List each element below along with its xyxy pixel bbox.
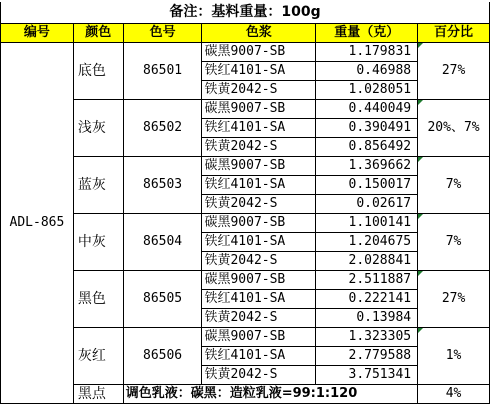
weight-cell[interactable]: 0.02617 (316, 195, 418, 214)
color-number-cell[interactable]: 86505 (123, 271, 202, 328)
footer-color-cell[interactable]: 黑点 (73, 385, 123, 404)
pigment-cell[interactable]: 铁黄2042-S (202, 195, 316, 214)
header-percent[interactable]: 百分比 (418, 24, 490, 43)
footer-mix-ratio-cell[interactable]: 调色乳液：碳黑：造粒乳液=99:1:120 (123, 385, 417, 404)
pigment-cell[interactable]: 铁黄2042-S (202, 366, 316, 385)
percent-cell[interactable]: 20%、7% (418, 100, 490, 157)
percent-cell[interactable]: 7% (418, 214, 490, 271)
weight-cell[interactable]: 3.751341 (316, 366, 418, 385)
percent-cell[interactable]: 27% (418, 271, 490, 328)
color-number-cell[interactable]: 86504 (123, 214, 202, 271)
pigment-cell[interactable]: 碳黑9007-SB (202, 328, 316, 347)
weight-cell[interactable]: 0.390491 (316, 119, 418, 138)
header-row (1, 24, 490, 43)
header-paste[interactable]: 色浆 (202, 24, 316, 43)
percent-cell[interactable]: 27% (418, 43, 490, 100)
weight-cell[interactable]: 0.856492 (316, 138, 418, 157)
pigment-cell[interactable]: 铁红4101-SA (202, 119, 316, 138)
table-row (1, 328, 490, 347)
color-name-cell[interactable]: 底色 (73, 43, 123, 100)
color-number-cell[interactable]: 86502 (123, 100, 202, 157)
color-name-cell[interactable]: 黑色 (73, 271, 123, 328)
weight-cell[interactable]: 1.179831 (316, 43, 418, 62)
pigment-cell[interactable]: 铁黄2042-S (202, 309, 316, 328)
pigment-cell[interactable]: 碳黑9007-SB (202, 214, 316, 233)
weight-cell[interactable]: 1.028051 (316, 81, 418, 100)
pigment-cell[interactable]: 铁红4101-SA (202, 233, 316, 252)
table-row (1, 100, 490, 119)
pigment-cell[interactable]: 铁黄2042-S (202, 138, 316, 157)
pigment-cell[interactable]: 铁红4101-SA (202, 176, 316, 195)
color-name-cell[interactable]: 浅灰 (73, 100, 123, 157)
note-row (1, 2, 490, 24)
weight-cell[interactable]: 0.440049 (316, 100, 418, 119)
color-number-cell[interactable]: 86501 (123, 43, 202, 100)
pigment-cell[interactable]: 碳黑9007-SB (202, 157, 316, 176)
weight-cell[interactable]: 0.150017 (316, 176, 418, 195)
color-number-cell[interactable]: 86503 (123, 157, 202, 214)
table-row (1, 43, 490, 62)
pigment-cell[interactable]: 铁红4101-SA (202, 62, 316, 81)
header-weight[interactable]: 重量（克） (316, 24, 418, 43)
weight-cell[interactable]: 1.369662 (316, 157, 418, 176)
footer-percent-cell[interactable]: 4% (418, 385, 490, 404)
color-name-cell[interactable]: 中灰 (73, 214, 123, 271)
code-cell[interactable]: ADL-865 (1, 43, 74, 404)
footer-row (1, 385, 490, 404)
weight-cell[interactable]: 2.028841 (316, 252, 418, 271)
pigment-cell[interactable]: 铁黄2042-S (202, 81, 316, 100)
table-row (1, 214, 490, 233)
pigment-formula-table (0, 2, 490, 404)
pigment-cell[interactable]: 碳黑9007-SB (202, 271, 316, 290)
table-row (1, 157, 490, 176)
pigment-cell[interactable]: 碳黑9007-SB (202, 100, 316, 119)
color-number-cell[interactable]: 86506 (123, 328, 202, 385)
weight-cell[interactable]: 2.779588 (316, 347, 418, 366)
percent-cell[interactable]: 7% (418, 157, 490, 214)
header-color[interactable]: 颜色 (73, 24, 123, 43)
weight-cell[interactable]: 1.323305 (316, 328, 418, 347)
weight-cell[interactable]: 0.222141 (316, 290, 418, 309)
header-color-number[interactable]: 色号 (123, 24, 202, 43)
weight-cell[interactable]: 1.204675 (316, 233, 418, 252)
pigment-cell[interactable]: 碳黑9007-SB (202, 43, 316, 62)
table-row (1, 271, 490, 290)
pigment-cell[interactable]: 铁黄2042-S (202, 252, 316, 271)
pigment-cell[interactable]: 铁红4101-SA (202, 347, 316, 366)
pigment-cell[interactable]: 铁红4101-SA (202, 290, 316, 309)
weight-cell[interactable]: 1.100141 (316, 214, 418, 233)
header-code[interactable]: 编号 (1, 24, 74, 43)
weight-cell[interactable]: 0.46988 (316, 62, 418, 81)
color-name-cell[interactable]: 蓝灰 (73, 157, 123, 214)
note-cell[interactable]: 备注：基料重量：100g (1, 2, 490, 24)
weight-cell[interactable]: 0.13984 (316, 309, 418, 328)
color-name-cell[interactable]: 灰红 (73, 328, 123, 385)
percent-cell[interactable]: 1% (418, 328, 490, 385)
weight-cell[interactable]: 2.511887 (316, 271, 418, 290)
